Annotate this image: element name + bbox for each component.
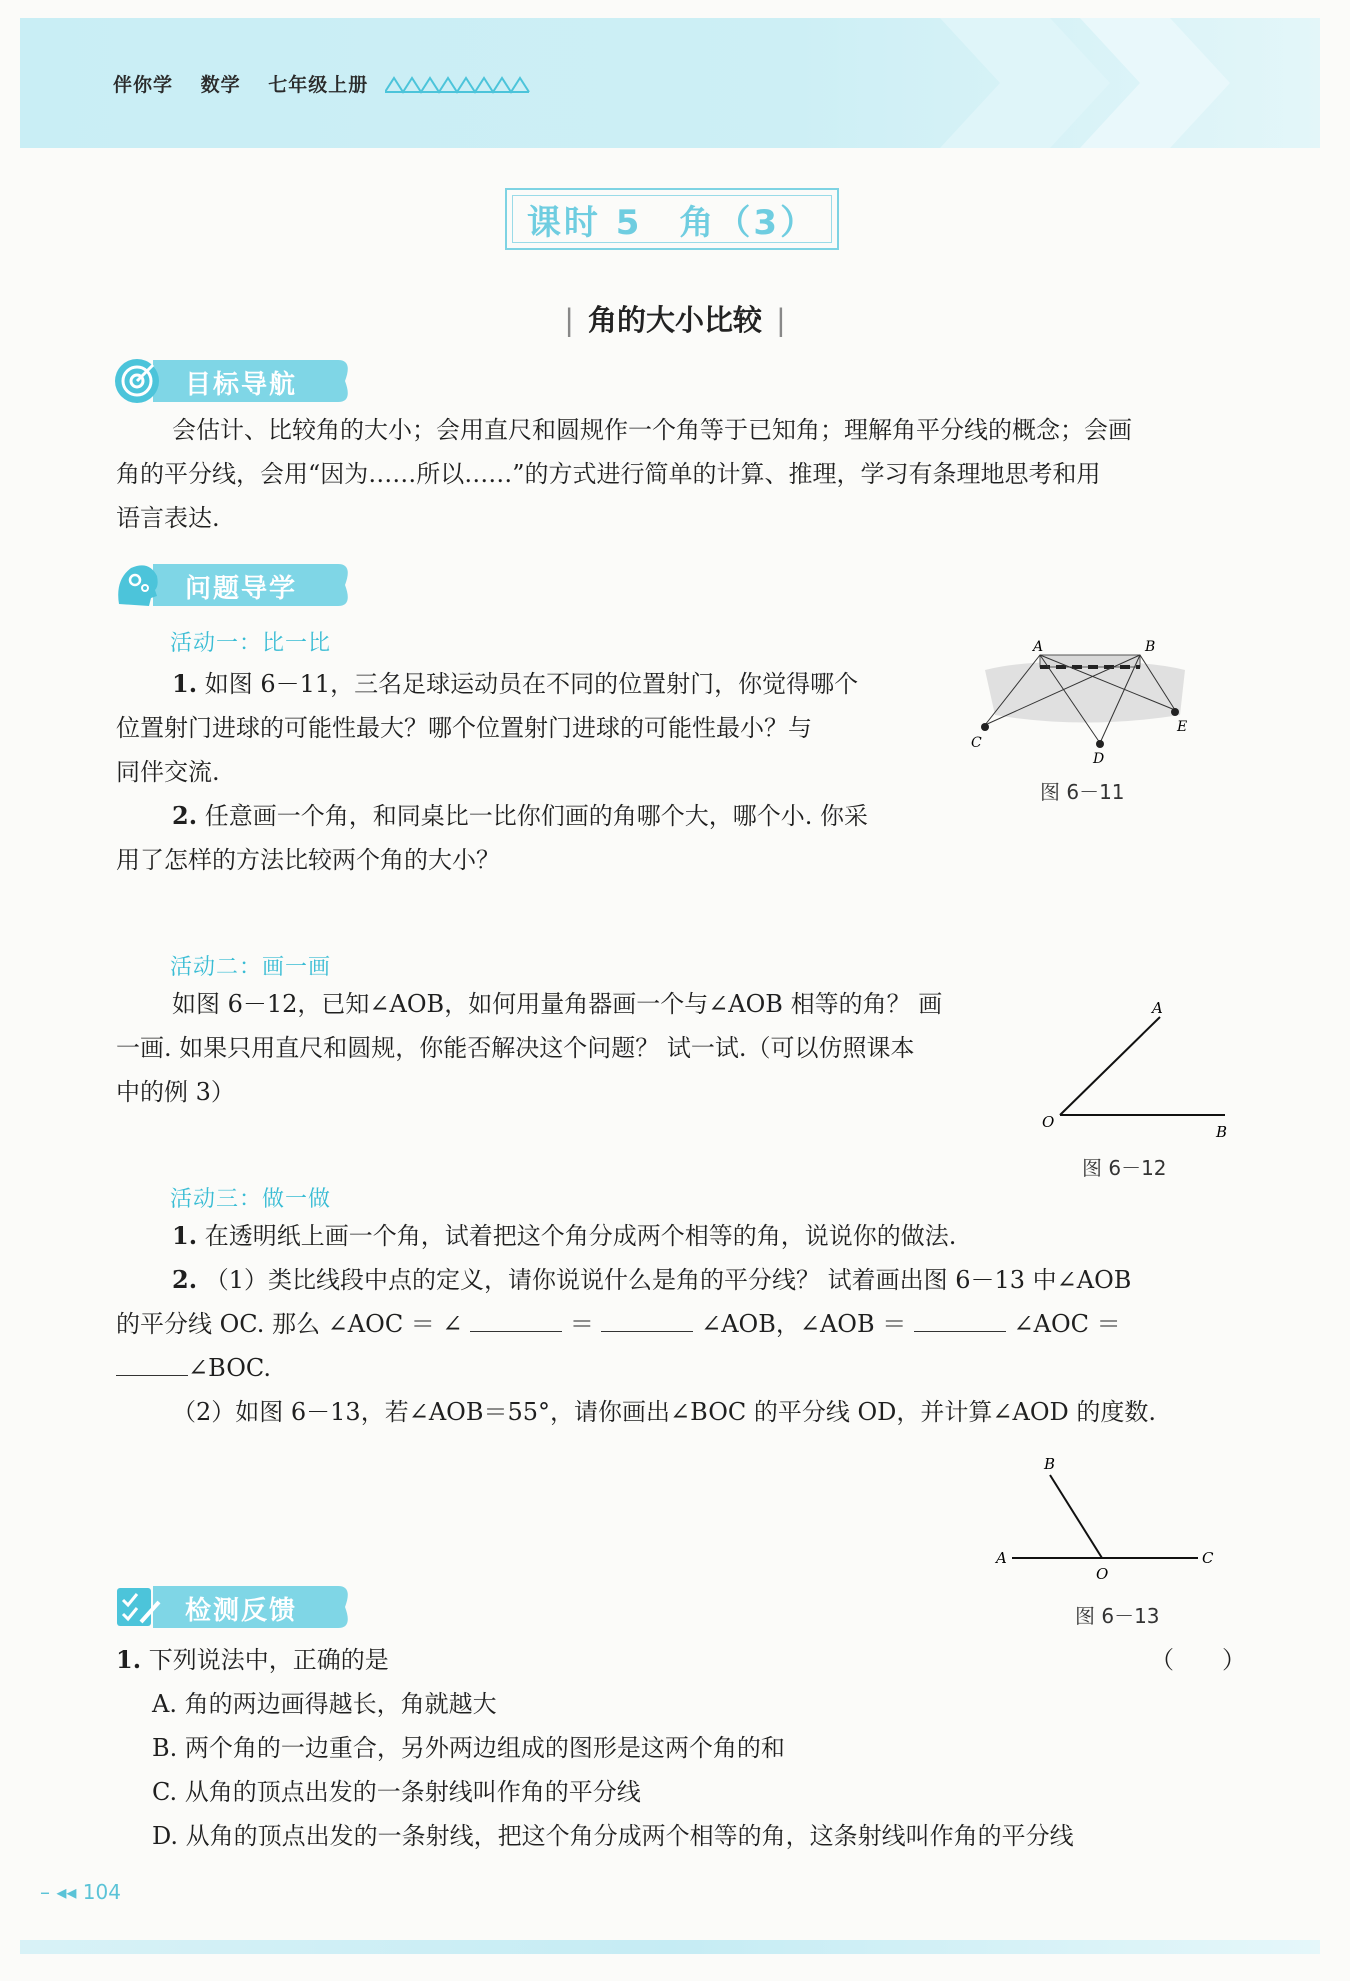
page-number-row <box>40 1880 121 1904</box>
grade-name: 七年级上册 <box>268 74 369 96</box>
footer-band <box>20 1940 1320 1954</box>
answer-blank[interactable] <box>470 1309 562 1332</box>
fig13-label-b: B <box>1044 1455 1056 1473</box>
activity1-q1-line: 如图 6－11，三名足球运动员在不同的位置射门，你觉得哪个 <box>204 670 859 698</box>
fig11-label-a: A <box>1033 639 1044 655</box>
option-d[interactable]: D. 从角的顶点出发的一条射线，把这个角分成两个相等的角，这条射线叫作角的平分线 <box>152 1822 1074 1850</box>
activity1-q2-line: 用了怎样的方法比较两个角的大小？ <box>116 846 500 874</box>
activity3-q2-line2-a: 的平分线 OC. 那么 ∠AOC ＝ ∠ <box>116 1310 463 1338</box>
option-c[interactable]: C. 从角的顶点出发的一条射线叫作角的平分线 <box>152 1778 641 1806</box>
goals-line: 会估计、比较角的大小；会用直尺和圆规作一个角等于已知角；理解角平分线的概念；会画 <box>172 416 1132 444</box>
activity2-line: 中的例 3） <box>116 1078 235 1106</box>
arrow-left-icon: – ◂◂ <box>40 1880 83 1904</box>
fig13-label-o: O <box>1096 1565 1109 1580</box>
q-number: 2. <box>172 801 198 830</box>
fig12-label-b: B <box>1216 1123 1228 1141</box>
fig11-label-c: C <box>971 735 982 751</box>
q-number: 1. <box>116 1645 142 1674</box>
fig13-label-c: C <box>1202 1549 1214 1567</box>
activity1-q1-line: 位置射门进球的可能性最大？哪个位置射门进球的可能性最小？与 <box>116 714 812 742</box>
option-a[interactable]: A. 角的两边画得越长，角就越大 <box>152 1690 497 1718</box>
activity2-line: 如图 6－12，已知∠AOB，如何用量角器画一个与∠AOB 相等的角？ 画 <box>172 990 943 1018</box>
activity1-q2-line: 任意画一个角，和同桌比一比你们画的角哪个大，哪个小. 你采 <box>204 802 868 830</box>
activity3-q2-line3: ∠BOC. <box>188 1354 272 1382</box>
activity3-q2-line1: （1）类比线段中点的定义，请你说说什么是角的平分线？ 试着画出图 6－13 中∠AOB <box>204 1266 1132 1294</box>
activity3-title: 活动三：做一做 <box>170 1187 332 1212</box>
q-number: 1. <box>172 669 198 698</box>
triangle-pattern-icon <box>385 74 535 96</box>
activity3-q2-line2-c: ∠AOB，∠AOB ＝ <box>701 1310 907 1338</box>
subject-name: 数学 <box>200 74 241 96</box>
activity2-text <box>116 982 1016 1114</box>
feedback-q1 <box>116 1638 1246 1682</box>
q-number: 1. <box>172 1221 198 1250</box>
option-b[interactable]: B. 两个角的一边重合，另外两边组成的图形是这两个角的和 <box>152 1734 785 1762</box>
fig12-label-o: O <box>1042 1113 1055 1131</box>
fig11-label-d: D <box>1093 751 1105 765</box>
activity3-q1: 在透明纸上画一个角，试着把这个角分成两个相等的角，说说你的做法. <box>204 1222 957 1250</box>
section-subtitle: | 角的大小比较 | <box>564 303 786 337</box>
activity3-q2-line2-d: ∠AOC ＝ <box>1013 1310 1121 1338</box>
goals-line: 语言表达. <box>116 504 220 532</box>
answer-paren[interactable]: （ ） <box>1150 1646 1246 1674</box>
goals-text <box>116 408 1236 540</box>
activity2-title: 活动二：画一画 <box>170 955 332 980</box>
activity3-q2-line2-b: ＝ <box>569 1310 594 1338</box>
page-number: 104 <box>82 1880 121 1904</box>
activity2-line: 一画. 如果只用直尺和圆规，你能否解决这个问题？ 试一试.（可以仿照课本 <box>116 1034 915 1062</box>
activity1-title: 活动一：比一比 <box>170 631 332 656</box>
figure-6-13 <box>990 1455 1230 1580</box>
answer-blank[interactable] <box>914 1309 1006 1332</box>
lesson-title: 课时 5 角（3） <box>526 202 818 243</box>
fig13-caption: 图 6－13 <box>1075 1604 1160 1628</box>
answer-blank[interactable] <box>116 1353 188 1376</box>
lesson-title-box <box>505 188 839 250</box>
activity3-q2-part2: （2）如图 6－13，若∠AOB＝55°，请你画出∠BOC 的平分线 OD，并计算∠AOD 的度数. <box>172 1398 1157 1426</box>
fig12-caption: 图 6－12 <box>1082 1156 1167 1180</box>
figure-6-11 <box>965 635 1205 765</box>
subtitle-text: 角的大小比较 <box>587 303 762 337</box>
activity1-q1-line: 同伴交流. <box>116 758 220 786</box>
fig11-caption: 图 6－11 <box>1040 780 1125 804</box>
chevron-decoration <box>940 18 1320 148</box>
activity1-text <box>116 662 956 882</box>
goals-label: 目标导航 <box>185 370 298 400</box>
fig12-label-a: A <box>1152 999 1163 1017</box>
goals-line: 角的平分线，会用“因为……所以……”的方式进行简单的计算、推理，学习有条理地思考和用 <box>116 460 1101 488</box>
book-name: 伴你学 <box>113 74 174 96</box>
feedback-q1-text: 下列说法中，正确的是 <box>148 1646 389 1674</box>
feedback-label: 检测反馈 <box>185 1596 298 1626</box>
fig11-label-b: B <box>1145 639 1156 655</box>
fig13-label-a: A <box>996 1549 1007 1567</box>
figure-6-12 <box>1020 995 1240 1145</box>
fig11-label-e: E <box>1177 719 1188 735</box>
book-header <box>113 70 388 97</box>
feedback-options <box>152 1682 1252 1858</box>
activity3-text <box>116 1214 1236 1434</box>
q-number: 2. <box>172 1265 198 1294</box>
questions-label: 问题导学 <box>185 574 298 604</box>
answer-blank[interactable] <box>601 1309 693 1332</box>
